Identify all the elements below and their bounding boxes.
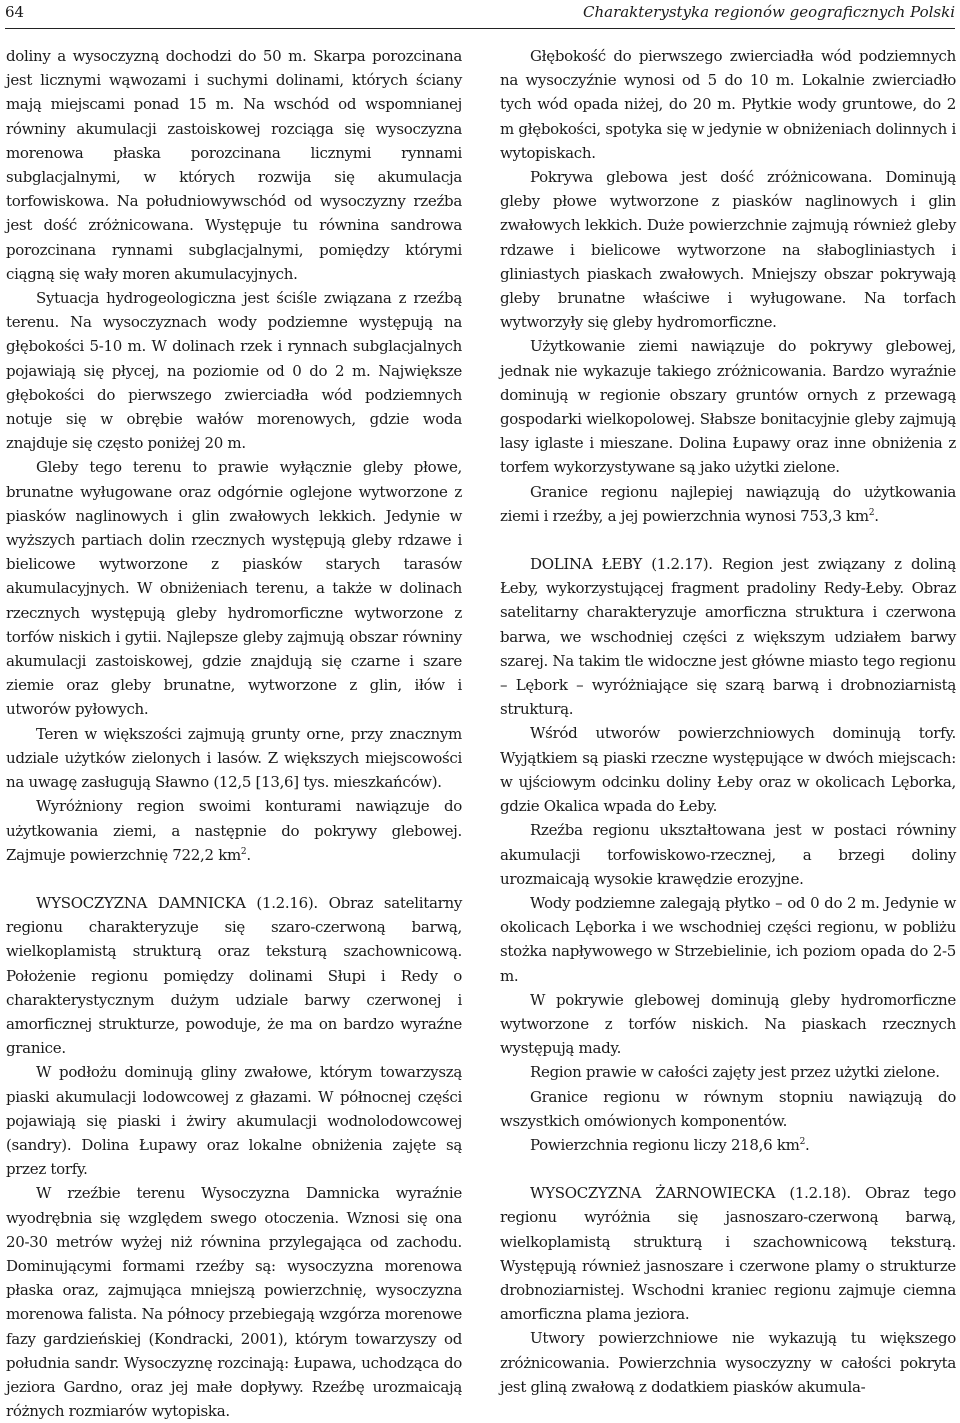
paragraph-text: W podłożu dominują gliny zwałowe, którym towarzyszą piaski akumulacji lodowcowej z głazami. W północnej części pojawiają się piaski i żwiry akumulacji wodnolodowcowej (sandry). Dolina Łupawy oraz lokalne obniżenia zajęte są przez torfy.	[6, 1063, 462, 1179]
paragraph	[500, 165, 956, 334]
paragraph	[500, 1060, 956, 1084]
paragraph	[500, 1133, 956, 1157]
paragraph-tail: .	[874, 506, 879, 525]
paragraph	[500, 818, 956, 891]
paragraph	[500, 988, 956, 1061]
paragraph	[500, 891, 956, 988]
paragraph	[6, 1060, 462, 1181]
paragraph-text: Głębokość do pierwszego zwierciadła wód podziemnych na wysoczyźnie wynosi od 5 do 10 m. Lokalnie zwierciadło tych wód opada niżej, do 20 m. Płytkie wody gruntowe, do 2 m głębokości, spotyka się w jedynie w obniżeniach dolinnych i wytopiskach.	[500, 47, 956, 162]
paragraph	[500, 1085, 956, 1133]
paragraph-text: Sytuacja hydrogeologiczna jest ściśle związana z rzeźbą terenu. Na wysoczyznach wody podziemne występują na głębokości 5-10 m. W dolinach rzek i rynnach subglacjalnych pojawiają się płycej, na poziomie od 0 do 2 m. Największe głębokości do pierwszego zwierciadła wód podziemnych notuje się w obrębie wałów morenowych, gdzie woda znajduje się często poniżej 20 m.	[6, 289, 462, 453]
paragraph	[500, 1326, 956, 1399]
paragraph-text: WYSOCZYZNA ŻARNOWIECKA (1.2.18). Obraz tego regionu wyróżnia się jasnoszaro-czerwoną barwą, wielkoplamistą strukturą i szachownicową teksturą. Występują również jasnoszare i czerwone plamy o strukturze drobnoziarnistej. Wschodni kraniec regionu zajmuje ciemna amorficzna plama jeziora.	[500, 1184, 956, 1324]
running-title: Charakterystyka regionów geograficznych Polski	[582, 3, 955, 21]
paragraph	[6, 286, 462, 455]
superscript: 2	[799, 1136, 806, 1147]
paragraph-text: Gleby tego terenu to prawie wyłącznie gleby płowe, brunatne wyługowane oraz odgórnie oglejone wytworzone z piasków naglinowych i glin zwałowych lekkich. Jedynie w wyższych partiach dolin rzecznych występują gleby rdzawe i bielicowe wytworzone z piasków starych tarasów akumulacyjnych. W obniżeniach terenu, a także w dolinach rzecznych występują gleby hydromorficzne wytworzone z torfów niskich i gytii. Najlepsze gleby zajmują obszar równiny akumulacji zastoiskowej, gdzie znajdują się czarne i szare ziemie oraz gleby brunatne, wytworzone z glin, iłów i utworów pyłowych.	[6, 458, 462, 719]
left-text-column	[6, 44, 462, 1423]
paragraph	[500, 480, 956, 528]
paragraph-text: Użytkowanie ziemi nawiązuje do pokrywy glebowej, jednak nie wykazuje takiego zróżnicowania. Bardzo wyraźnie dominują w regionie obszary gruntów ornych z przewagą gospodarki wielkopolowej. Słabsze bonitacyjnie gleby zajmują lasy iglaste i mieszane. Dolina Łupawy oraz inne obniżenia z torfem wykorzystywane są jako użytki zielone.	[500, 337, 956, 477]
paragraph-text: Granice regionu w równym stopniu nawiązują do wszystkich omówionych komponentów.	[500, 1087, 956, 1130]
section-paragraph	[6, 891, 462, 1060]
paragraph-text: Granice regionu najlepiej nawiązują do użytkowania ziemi i rzeźby, a jej powierzchnia wynosi 753,3 km	[500, 482, 956, 525]
paragraph	[500, 721, 956, 818]
paragraph	[6, 1181, 462, 1423]
right-text-column	[500, 44, 956, 1399]
superscript: 2	[240, 846, 247, 857]
paragraph-text: Pokrywa glebowa jest dość zróżnicowana. Dominują gleby płowe wytworzone z piasków naglinowych i glin zwałowych lekkich. Duże powierzchnie zajmują również gleby rdzawe i bielicowe wytworzone na słabogliniastych i gliniastych piaskach zwałowych. Mniejszy obszar pokrywają gleby brunatne właściwe i wyługowane. Na torfach wytworzyły się gleby hydromorficzne.	[500, 168, 956, 332]
paragraph-text: Wśród utworów powierzchniowych dominują torfy. Wyjątkiem są piaski rzeczne występujące w dwóch miejscach: w ujściowym odcinku doliny Łeby oraz w okolicach Lęborka, gdzie Okalica wpada do Łeby.	[500, 724, 956, 816]
paragraph-text: DOLINA ŁEBY (1.2.17). Region jest związany z doliną Łeby, wykorzystującej fragment pradoliny Redy-Łeby. Obraz satelitarny charakteryzuje amorficzna struktura i czerwona barwa, we wschodniej części z większym udziałem barwy szarej. Na takim tle widoczne jest główne miasto tego regionu – Lębork – wyróżniające się szarą barwą i drobnoziarnistą strukturą.	[500, 555, 956, 719]
paragraph-text: Teren w większości zajmują grunty orne, przy znacznym udziale użytków zielonych i lasów. Z większych miejscowości na uwagę zasługują Sławno (12,5 [13,6] tys. mieszkańców).	[6, 724, 462, 792]
paragraph-text: Wody podziemne zalegają płytko – od 0 do 2 m. Jedynie w okolicach Lęborka i we wschodniej części regionu, w pobliżu stożka napływowego w Strzebielinie, ich poziom opada do 2-5 m.	[500, 893, 956, 985]
paragraph-text: WYSOCZYZNA DAMNICKA (1.2.16). Obraz satelitarny regionu charakteryzuje się szaro-czerwoną barwą, wielkoplamistą strukturą oraz teksturą szachownicową. Położenie regionu pomiędzy dolinami Słupi i Redy o charakterystycznym dużym udziale barwy czerwonej i amorficznej strukturze, powoduje, że ma on bardzo wyraźne granice.	[6, 893, 462, 1058]
paragraph-tail: .	[805, 1135, 810, 1154]
page-header	[5, 0, 955, 29]
paragraph-text: Rzeźba regionu ukształtowana jest w postaci równiny akumulacji torfowiskowo-rzecznej, a brzegi doliny urozmaicają wysokie krawędzie erozyjne.	[500, 821, 956, 888]
paragraph-text: Utwory powierzchniowe nie wykazują tu większego zróżnicowania. Powierzchnia wysoczyzny w całości pokryta jest gliną zwałową z dodatkiem piasków akumula-	[500, 1329, 956, 1396]
section-paragraph	[500, 1181, 956, 1326]
paragraph-text: W pokrywie glebowej dominują gleby hydromorficzne wytworzone z torfów niskich. Na piaskach rzecznych występują mady.	[500, 990, 956, 1058]
paragraph	[6, 455, 462, 721]
paragraph	[500, 334, 956, 479]
paragraph	[500, 44, 956, 165]
paragraph-text: Region prawie w całości zajęty jest przez użytki zielone.	[530, 1063, 940, 1082]
paragraph	[6, 722, 462, 795]
paragraph-text: doliny a wysoczyzną dochodzi do 50 m. Skarpa porozcinana jest licznymi wąwozami i suchymi dolinami, których ściany mają miejscami ponad 15 m. Na wschód od wspomnianej równiny akumulacji zastoiskowej rozciąga się wysoczyzna morenowa płaska porozcinana licznymi rynnami subglacjalnymi, w których rozwija się akumulacja torfowiskowa. Na południowywschód od wysoczyzny rzeźba jest dość zróżnicowana. Występuje tu równina sandrowa porozcinana rynnami subglacjalnymi, pomiędzy którymi ciągną się wały moren akumulacyjnych.	[6, 47, 462, 283]
paragraph	[6, 794, 462, 867]
paragraph-tail: .	[246, 845, 251, 864]
paragraph	[6, 44, 462, 286]
paragraph-text: Wyróżniony region swoimi konturami nawiązuje do użytkowania ziemi, a następnie do pokrywy glebowej. Zajmuje powierzchnię 722,2 km	[6, 797, 462, 864]
paragraph-text: W rzeźbie terenu Wysoczyzna Damnicka wyraźnie wyodrębnia się względem swego otoczenia. Wznosi się ona 20-30 metrów wyżej niż równina przylegająca od zachodu. Dominującymi formami rzeźby są: wysoczyzna morenowa płaska oraz, zajmująca mniejszą powierzchnię, wysoczyzna morenowa falista. Na północy przebiegają wzgórza morenowe fazy gardzieńskiej (Kondracki, 2001), którym towarzyszy od południa sandr. Wysoczyznę rozcinają: Łupawa, uchodząca do jeziora Gardno, oraz jej małe dopływy. Rzeźbę urozmaicają różnych rozmiarów wytopiska.	[6, 1184, 463, 1421]
paragraph-text: Powierzchnia regionu liczy 218,6 km	[530, 1135, 800, 1154]
section-paragraph	[500, 552, 956, 721]
page-number: 64	[5, 3, 25, 21]
superscript: 2	[868, 507, 875, 518]
